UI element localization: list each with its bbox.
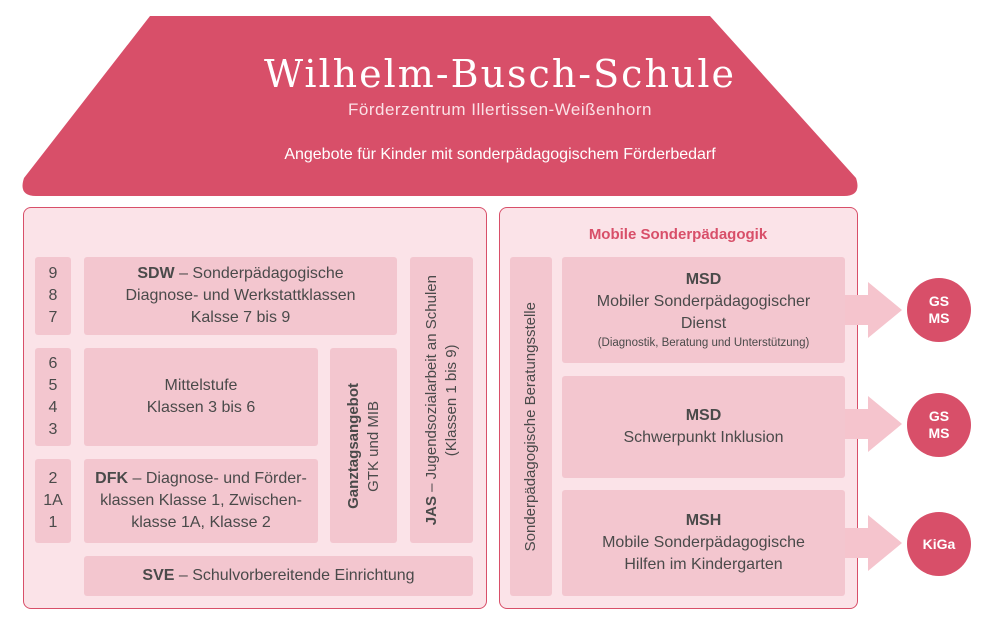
mittelstufe-classes: Klassen 3 bis 6 [146,399,256,416]
ganztag-sub: GTK und MIB [364,400,382,491]
jas-abbr: JAS [422,495,440,526]
beratungsstelle-box [510,257,552,596]
sdw-box [84,257,397,335]
sdw-line3: Kalsse 7 bis 9 [190,309,291,326]
target-1-line2: MS [928,310,950,326]
target-circle-kiga [907,512,971,576]
msd-dienst-line2: Dienst [680,315,727,332]
msh-line1: Mobile Sonderpädagogische [602,534,805,551]
grade-6: 6 [48,355,58,372]
target-1-line1: GS [928,293,950,309]
target-circle-gs-ms-2 [907,393,971,457]
msd-inklusion-box [562,376,845,478]
ganztag-box [330,348,397,543]
target-2-line1: GS [928,408,950,424]
grade-column-lower [35,459,71,543]
sdw-line2: Diagnose- und Werkstattklassen [125,287,356,304]
msd-dienst-abbr: MSD [685,271,722,288]
mittelstufe-box [84,348,318,446]
grade-4: 4 [48,399,58,416]
dfk-line1: – Diagnose- und Förder- [128,470,307,487]
sve-box [84,556,473,596]
offer-tagline: Angebote für Kinder mit sonderpädagogischem Förderbedarf [284,146,716,163]
grade-1a: 1A [43,492,63,509]
sve-abbr: SVE [142,567,175,584]
jas-box [410,257,473,543]
msh-abbr: MSH [685,512,722,529]
msd-inklusion-abbr: MSD [685,407,722,424]
jas-line1: – Jugendsozialarbeit an Schulen [422,274,440,496]
grade-5: 5 [48,377,58,394]
msd-inklusion-line1: Schwerpunkt Inklusion [623,429,784,446]
ganztag-title: Ganztagsangebot [344,382,362,509]
school-subtitle: Förderzentrum Illertissen-Weißenhorn [348,100,652,119]
grade-7: 7 [48,309,58,326]
grade-8: 8 [48,287,58,304]
grade-9: 9 [48,265,58,282]
arrow-msd-1 [840,282,902,338]
dfk-abbr: DFK [95,470,129,487]
target-3-line1: KiGa [922,535,956,552]
msh-box [562,490,845,596]
grade-column-middle [35,348,71,446]
grade-column-upper [35,257,71,335]
msd-dienst-line1: Mobiler Sonderpädagogischer [596,293,811,310]
target-2-line2: MS [928,425,950,441]
arrow-msh [840,515,902,571]
grade-2: 2 [48,470,58,487]
sve-text: – Schulvorbereitende Einrichtung [174,567,415,584]
arrow-msd-2 [840,396,902,452]
dfk-box [84,459,318,543]
mittelstufe-title: Mittelstufe [164,377,238,394]
msd-dienst-note: (Diagnostik, Beratung und Unterstützung) [597,337,810,349]
grade-1: 1 [48,514,58,531]
sdw-abbr: SDW [137,265,175,282]
beratungsstelle-label: Sonderpädagogische Beratungsstelle [522,301,539,552]
msh-line2: Hilfen im Kindergarten [624,556,783,573]
sdw-line1: – Sonderpädagogische [174,265,344,282]
mobile-heading: Mobile Sonderpädagogik [588,226,768,243]
school-title: Wilhelm-Busch-Schule [263,52,737,96]
dfk-line3: klasse 1A, Klasse 2 [131,514,271,531]
dfk-line2: klassen Klasse 1, Zwischen- [100,492,302,509]
msd-dienst-box [562,257,845,363]
target-circle-gs-ms-1 [907,278,971,342]
jas-line2: (Klassen 1 bis 9) [442,344,460,456]
grade-3: 3 [48,421,58,438]
